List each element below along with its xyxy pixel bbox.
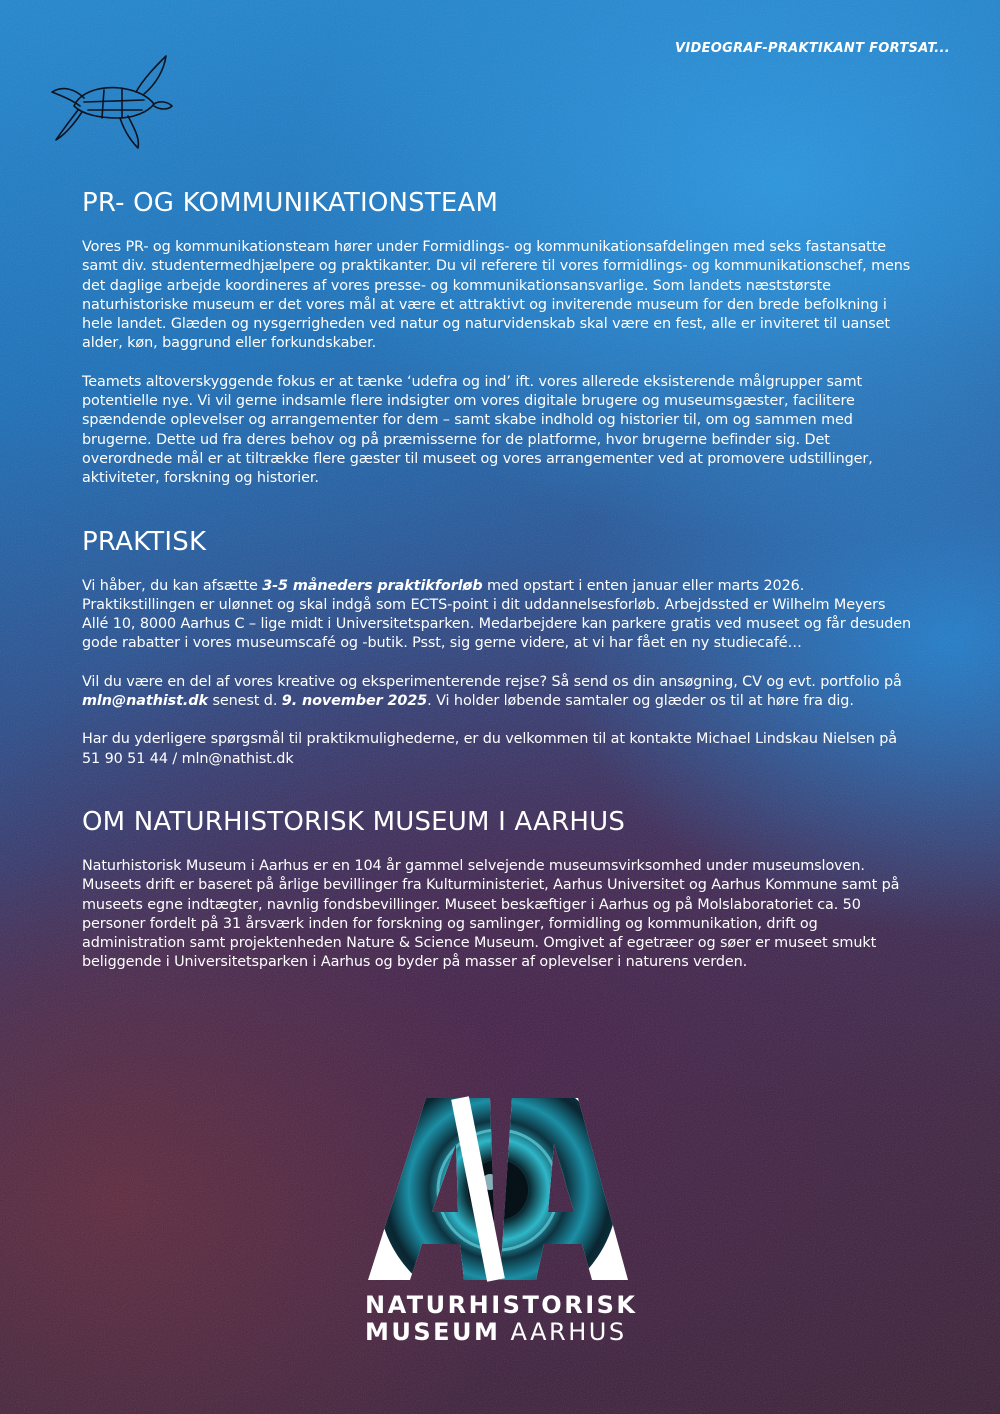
section-team	[82, 188, 912, 489]
email-highlight[interactable]: mln@nathist.dk	[82, 693, 208, 710]
team-paragraph-2: Teamets altoverskyggende fokus er at tænke ‘udefra og ind’ ift. vores allerede eksisterende målgrupper samt potentielle nye. Vi vil gerne indsamle flere indsigter om vores digitale brugere og museumsgæster, facilitere spændende oplevelser og arrangementer for dem – samt skabe indhold og historier til, om og sammen med brugerne. Dette ud fra deres behov og på præmisserne for de platforme, hvor brugerne befinder sig. Det overordnede mål er at tiltrække flere gæster til museet og vores arrangementer ved at promovere udstillinger, aktiviteter, forskning og historier.	[82, 373, 873, 487]
text-span: med opstart i enten januar eller marts 2026. Praktikstillingen er ulønnet og skal indgå som ECTS-point i dit uddannelsesforløb. Arbejdssted er Wilhelm Meyers Allé 10, 8000 Aarhus C – lige midt i Universitetsparken. Medarbejdere kan parkere gratis ved museet og får desuden gode rabatter i vores museumscafé og -butik. Psst, sig gerne videre, at vi har fået en ny studiecafé…	[82, 577, 912, 652]
practical-paragraph-3: Har du yderligere spørgsmål til praktikmulighederne, er du velkommen til at kontakte Michael Lindskau Nielsen på 51 90 51 44 / mln@nathist.dk	[82, 731, 898, 767]
sea-turtle-icon	[44, 48, 180, 152]
section-title-team: PR- OG KOMMUNIKATIONSTEAM	[82, 188, 499, 218]
section-title-practical: PRAKTISK	[82, 526, 207, 557]
text-span: . Vi holder løbende samtaler og glæder os til at høre fra dig.	[427, 693, 854, 710]
double-a-lens-logo	[360, 1094, 630, 1282]
section-title-about: OM NATURHISTORISK MUSEUM I AARHUS	[82, 806, 626, 837]
section-practical	[82, 527, 912, 769]
team-paragraph-1: Vores PR- og kommunikationsteam hører under Formidlings- og kommunikationsafdelingen med seks fastansatte samt div. studentermedhjælpere og praktikanter. Du vil referere til vores formidlings- og kommunikationschef, mens det daglige arbejde koordineres af vores presse- og kommunikationsansvarlige. Som landets næststørste naturhistoriske museum er det vores mål at være et attraktivt og inviterende museum for den brede befolkning i hele landet. Glæden og nysgerrigheden ved natur og naturvidenskab skal være en fest, alle er inviteret til uanset alder, køn, baggrund eller forkundskaber.	[82, 239, 911, 352]
about-paragraph-1: Naturhistorisk Museum i Aarhus er en 104 år gammel selvejende museumsvirksomhed under museumsloven. Museets drift er baseret på årlige bevillinger fra Kulturministeriet, Aarhus Universitet og Aarhus Kommune samt på museets egne indtægter, navnlig fondsbevillinger. Museet beskæftiger i Aarhus og på Molslaboratoriet ca. 50 personer fordelt på 31 årsværk inden for forskning og samlinger, formidling og kommunikation, drift og administration samt projektenheden Nature & Science Museum. Omgivet af egetræer og søer er museet smukt beliggende i Universitetsparken i Aarhus og byder på masser af oplevelser i naturens verden.	[82, 857, 900, 971]
logo-line-1: NATURHISTORISK	[365, 1291, 638, 1319]
text-span: senest d.	[207, 693, 282, 710]
text-span: Vi håber, du kan afsætte	[82, 577, 263, 594]
museum-wordmark	[365, 1292, 640, 1348]
museum-logo	[360, 1094, 640, 1348]
duration-highlight: 3-5 måneders praktikforløb	[262, 577, 483, 594]
logo-line-2-light: AARHUS	[500, 1318, 627, 1346]
practical-paragraph-2	[82, 673, 912, 712]
practical-paragraph-1	[82, 577, 912, 654]
logo-line-2-bold: MUSEUM	[365, 1318, 501, 1346]
section-about	[82, 807, 912, 973]
main-content	[82, 188, 912, 1011]
header-label: VIDEOGRAF-PRAKTIKANT FORTSAT...	[675, 41, 950, 56]
deadline-highlight: 9. november 2025	[281, 693, 428, 710]
text-span: Vil du være en del af vores kreative og eksperimenterende rejse? Så send os din ansøgning, CV og evt. portfolio på	[82, 673, 902, 690]
